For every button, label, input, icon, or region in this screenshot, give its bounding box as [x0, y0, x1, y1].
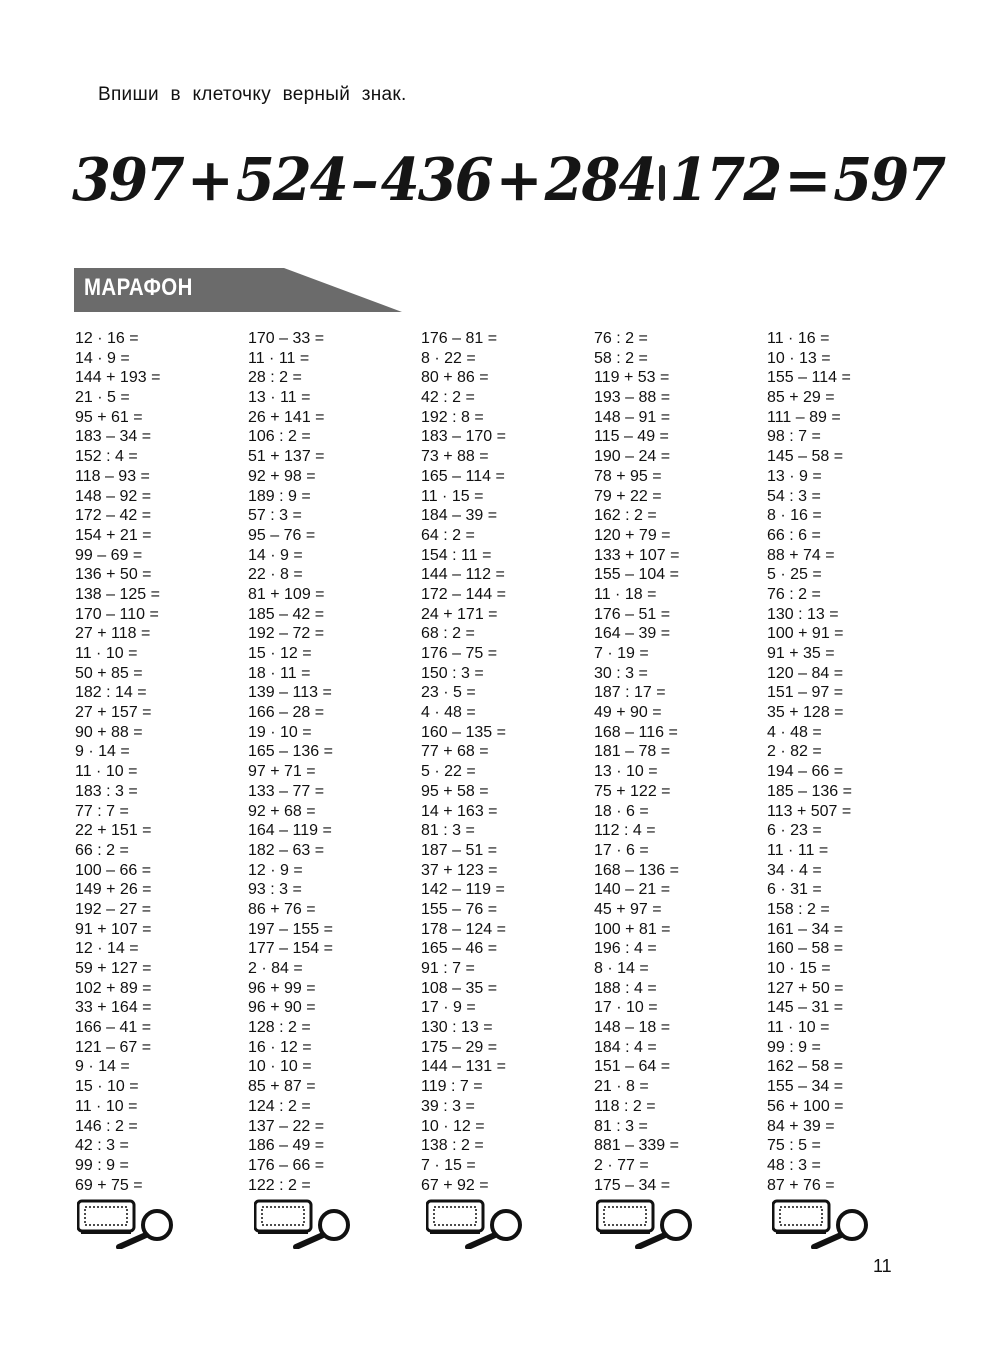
- exercise-item: 4 · 48 =: [421, 704, 476, 722]
- exercise-item: 170 – 33 =: [248, 330, 325, 347]
- exercise-item: 175 – 34 =: [594, 1176, 671, 1194]
- exercise-item: 8 · 16 =: [767, 507, 822, 525]
- exercise-item: 15 · 12 =: [248, 645, 312, 662]
- exercise-item: 81 : 3 =: [594, 1117, 648, 1135]
- exercise-item: 194 – 66 =: [767, 763, 844, 781]
- exercise-item: 190 – 24 =: [594, 448, 671, 466]
- exercise-item: 176 – 81 =: [421, 330, 498, 347]
- exercise-item: 152 : 4 =: [75, 448, 138, 466]
- exercise-item: 23 · 5 =: [421, 684, 476, 702]
- exercise-item: 193 – 88 =: [594, 389, 671, 407]
- exercise-item: 118 : 2 =: [594, 1097, 656, 1115]
- exercise-item: 95 – 76 =: [248, 526, 316, 544]
- exercise-item: 138 : 2 =: [421, 1137, 484, 1155]
- exercise-item: 138 – 125 =: [75, 585, 160, 603]
- exercise-item: 48 : 3 =: [767, 1156, 821, 1174]
- exercise-item: 24 + 171 =: [421, 605, 498, 623]
- exercise-item: 80 + 86 =: [421, 369, 489, 387]
- exercise-item: 28 : 2 =: [248, 369, 302, 387]
- exercise-item: 91 + 107 =: [75, 920, 152, 938]
- exercise-column: [594, 329, 754, 1195]
- exercise-item: 182 : 14 =: [75, 684, 147, 702]
- exercise-item: 14 · 9 =: [248, 546, 303, 564]
- exercise-item: 17 · 9 =: [421, 999, 476, 1017]
- exercise-item: 11 · 16 =: [767, 330, 830, 347]
- exercise-item: 168 – 116 =: [594, 723, 678, 741]
- exercise-item: 18 · 11 =: [248, 664, 311, 682]
- puzzle-operator: –: [350, 145, 377, 215]
- exercise-item: 8 · 22 =: [421, 349, 476, 367]
- exercise-item: 27 + 157 =: [75, 704, 152, 722]
- puzzle-equation: [72, 140, 945, 220]
- exercise-item: 76 : 2 =: [594, 330, 648, 347]
- exercise-column: [767, 329, 927, 1195]
- exercise-item: 92 + 98 =: [248, 467, 316, 485]
- exercise-item: 17 · 6 =: [594, 841, 649, 859]
- exercise-item: 19 · 10 =: [248, 723, 312, 741]
- exercise-item: 185 – 136 =: [767, 782, 852, 800]
- exercise-item: 42 : 2 =: [421, 389, 475, 407]
- exercise-item: 11 · 10 =: [75, 645, 138, 662]
- exercise-item: 30 : 3 =: [594, 664, 648, 682]
- exercise-item: 96 + 99 =: [248, 979, 316, 997]
- exercise-item: 108 – 35 =: [421, 979, 498, 997]
- exercise-item: 155 – 34 =: [767, 1078, 844, 1096]
- exercise-item: 11 · 10 =: [75, 1097, 138, 1115]
- exercise-item: 183 – 34 =: [75, 428, 152, 446]
- timer-magnifier-icon: [426, 1197, 526, 1249]
- exercise-item: 49 + 90 =: [594, 704, 662, 722]
- exercise-item: 164 – 39 =: [594, 625, 671, 643]
- exercise-item: 130 : 13 =: [767, 605, 839, 623]
- exercise-item: 79 + 22 =: [594, 487, 662, 505]
- exercise-item: 162 : 2 =: [594, 507, 657, 525]
- exercise-item: 160 – 58 =: [767, 940, 844, 958]
- exercise-item: 81 + 109 =: [248, 585, 325, 603]
- exercise-item: 22 + 151 =: [75, 822, 152, 840]
- exercise-item: 192 – 72 =: [248, 625, 325, 643]
- exercise-item: 7 · 15 =: [421, 1156, 476, 1174]
- exercise-item: 92 + 68 =: [248, 802, 316, 820]
- exercise-item: 77 + 68 =: [421, 743, 489, 761]
- puzzle-number: 597: [833, 145, 945, 215]
- exercise-item: 145 – 58 =: [767, 448, 844, 466]
- exercise-item: 8 · 14 =: [594, 960, 649, 977]
- exercise-item: 21 · 8 =: [594, 1078, 649, 1096]
- exercise-item: 181 – 78 =: [594, 743, 671, 761]
- exercise-item: 188 : 4 =: [594, 979, 657, 997]
- exercise-item: 10 · 10 =: [248, 1058, 312, 1076]
- exercise-item: 170 – 110 =: [75, 605, 159, 623]
- exercise-item: 154 + 21 =: [75, 526, 152, 544]
- exercise-item: 119 + 53 =: [594, 369, 670, 387]
- exercise-item: 187 : 17 =: [594, 684, 666, 702]
- exercise-item: 192 : 8 =: [421, 408, 484, 426]
- exercise-item: 22 · 8 =: [248, 566, 303, 584]
- exercise-item: 66 : 6 =: [767, 526, 821, 544]
- exercise-item: 184 – 39 =: [421, 507, 498, 525]
- puzzle-operator: =: [784, 145, 830, 215]
- exercise-item: 136 + 50 =: [75, 566, 152, 584]
- exercise-item: 87 + 76 =: [767, 1176, 835, 1194]
- instruction-text: Впиши в клеточку верный знак.: [98, 84, 407, 105]
- exercise-item: 178 – 124 =: [421, 920, 506, 938]
- exercise-item: 113 + 507 =: [767, 802, 852, 820]
- exercise-item: 77 : 7 =: [75, 802, 129, 820]
- exercise-item: 119 : 7 =: [421, 1078, 483, 1096]
- exercise-item: 11 · 11 =: [767, 841, 829, 859]
- exercise-item: 140 – 21 =: [594, 881, 671, 899]
- exercise-item: 168 – 136 =: [594, 861, 679, 879]
- exercise-item: 95 + 61 =: [75, 408, 143, 426]
- exercise-item: 128 : 2 =: [248, 1019, 311, 1037]
- exercise-item: 58 : 2 =: [594, 349, 648, 367]
- exercise-item: 98 : 7 =: [767, 428, 821, 446]
- exercise-item: 12 · 14 =: [75, 940, 139, 958]
- exercise-item: 184 : 4 =: [594, 1038, 657, 1056]
- exercise-item: 99 : 9 =: [767, 1038, 821, 1056]
- exercise-item: 155 – 76 =: [421, 900, 498, 918]
- exercise-item: 56 + 100 =: [767, 1097, 844, 1115]
- exercise-item: 66 : 2 =: [75, 841, 129, 859]
- exercise-item: 154 : 11 =: [421, 546, 492, 564]
- exercise-item: 50 + 85 =: [75, 664, 143, 682]
- exercise-item: 148 – 92 =: [75, 487, 152, 505]
- exercise-item: 99 – 69 =: [75, 546, 143, 564]
- exercise-item: 96 + 90 =: [248, 999, 316, 1017]
- exercise-item: 144 – 131 =: [421, 1058, 506, 1076]
- exercise-item: 151 – 97 =: [767, 684, 844, 702]
- exercise-item: 196 : 4 =: [594, 940, 657, 958]
- exercise-item: 59 + 127 =: [75, 960, 152, 977]
- exercise-item: 18 · 6 =: [594, 802, 649, 820]
- exercise-item: 88 + 74 =: [767, 546, 835, 564]
- exercise-item: 162 – 58 =: [767, 1058, 844, 1076]
- exercise-item: 151 – 64 =: [594, 1058, 671, 1076]
- exercise-item: 149 + 26 =: [75, 881, 152, 899]
- exercise-item: 7 · 19 =: [594, 645, 649, 662]
- exercise-item: 146 : 2 =: [75, 1117, 138, 1135]
- exercise-item: 183 – 170 =: [421, 428, 506, 446]
- exercise-item: 75 : 5 =: [767, 1137, 821, 1155]
- exercise-item: 73 + 88 =: [421, 448, 489, 466]
- exercise-item: 11 · 11 =: [248, 349, 310, 367]
- exercise-item: 91 + 35 =: [767, 645, 835, 662]
- puzzle-number: 436: [380, 145, 492, 215]
- exercise-item: 13 · 9 =: [767, 467, 822, 485]
- exercise-item: 161 – 34 =: [767, 920, 844, 938]
- exercise-column: [75, 329, 235, 1195]
- exercise-item: 76 : 2 =: [767, 585, 821, 603]
- exercise-item: 177 – 154 =: [248, 940, 333, 958]
- answer-box[interactable]: [659, 165, 665, 201]
- exercise-item: 69 + 75 =: [75, 1176, 143, 1194]
- exercise-item: 67 + 92 =: [421, 1176, 489, 1194]
- exercise-item: 165 – 136 =: [248, 743, 333, 761]
- exercise-item: 86 + 76 =: [248, 900, 316, 918]
- puzzle-number: 284: [544, 145, 656, 215]
- exercise-item: 6 · 23 =: [767, 822, 822, 840]
- exercise-item: 68 : 2 =: [421, 625, 475, 643]
- exercise-item: 160 – 135 =: [421, 723, 506, 741]
- exercise-item: 100 + 81 =: [594, 920, 671, 938]
- exercise-item: 124 : 2 =: [248, 1097, 311, 1115]
- exercise-item: 11 · 10 =: [75, 763, 138, 781]
- exercise-item: 186 – 49 =: [248, 1137, 325, 1155]
- exercise-item: 64 : 2 =: [421, 526, 475, 544]
- exercise-item: 112 : 4 =: [594, 822, 656, 840]
- exercise-item: 17 · 10 =: [594, 999, 658, 1017]
- exercise-column: [248, 329, 408, 1195]
- exercise-item: 148 – 18 =: [594, 1019, 671, 1037]
- timer-magnifier-icon: [254, 1197, 354, 1249]
- exercise-item: 11 · 10 =: [767, 1019, 830, 1037]
- puzzle-number: 524: [235, 145, 347, 215]
- exercise-item: 185 – 42 =: [248, 605, 325, 623]
- exercise-item: 166 – 28 =: [248, 704, 325, 722]
- exercise-item: 120 + 79 =: [594, 526, 671, 544]
- exercise-item: 78 + 95 =: [594, 467, 662, 485]
- exercise-item: 182 – 63 =: [248, 841, 325, 859]
- exercise-item: 91 : 7 =: [421, 960, 475, 977]
- puzzle-operator: +: [186, 145, 232, 215]
- exercise-item: 100 + 91 =: [767, 625, 844, 643]
- exercise-item: 5 · 22 =: [421, 763, 476, 781]
- exercise-item: 142 – 119 =: [421, 881, 505, 899]
- exercise-item: 122 : 2 =: [248, 1176, 311, 1194]
- exercise-item: 37 + 123 =: [421, 861, 498, 879]
- exercise-item: 137 – 22 =: [248, 1117, 325, 1135]
- exercise-item: 5 · 25 =: [767, 566, 822, 584]
- exercise-item: 102 + 89 =: [75, 979, 152, 997]
- exercise-item: 81 : 3 =: [421, 822, 475, 840]
- exercise-item: 26 + 141 =: [248, 408, 325, 426]
- exercise-item: 2 · 82 =: [767, 743, 822, 761]
- exercise-item: 172 – 144 =: [421, 585, 506, 603]
- exercise-item: 144 – 112 =: [421, 566, 505, 584]
- exercise-item: 120 – 84 =: [767, 664, 844, 682]
- exercise-item: 165 – 46 =: [421, 940, 498, 958]
- exercise-item: 127 + 50 =: [767, 979, 844, 997]
- exercise-item: 133 + 107 =: [594, 546, 680, 564]
- exercise-item: 175 – 29 =: [421, 1038, 498, 1056]
- exercise-item: 187 – 51 =: [421, 841, 498, 859]
- exercise-item: 14 · 9 =: [75, 349, 130, 367]
- exercise-item: 6 · 31 =: [767, 881, 822, 899]
- exercise-item: 11 · 15 =: [421, 487, 484, 505]
- exercise-item: 145 – 31 =: [767, 999, 844, 1017]
- exercise-item: 10 · 13 =: [767, 349, 831, 367]
- exercise-item: 121 – 67 =: [75, 1038, 152, 1056]
- exercise-item: 158 : 2 =: [767, 900, 830, 918]
- exercise-item: 12 · 9 =: [248, 861, 303, 879]
- exercise-item: 176 – 51 =: [594, 605, 671, 623]
- exercise-item: 165 – 114 =: [421, 467, 505, 485]
- exercise-item: 13 · 11 =: [248, 389, 311, 407]
- exercise-item: 192 – 27 =: [75, 900, 152, 918]
- exercise-item: 155 – 104 =: [594, 566, 679, 584]
- exercise-item: 9 · 14 =: [75, 1058, 130, 1076]
- exercise-item: 14 + 163 =: [421, 802, 498, 820]
- exercise-item: 172 – 42 =: [75, 507, 152, 525]
- exercise-item: 111 – 89 =: [767, 408, 841, 426]
- exercise-item: 15 · 10 =: [75, 1078, 139, 1096]
- exercise-item: 93 : 3 =: [248, 881, 302, 899]
- exercise-item: 90 + 88 =: [75, 723, 143, 741]
- section-title: МАРАФОН: [84, 274, 193, 301]
- exercise-item: 106 : 2 =: [248, 428, 311, 446]
- exercise-item: 2 · 77 =: [594, 1156, 649, 1174]
- puzzle-operator: +: [495, 145, 541, 215]
- exercise-item: 100 – 66 =: [75, 861, 152, 879]
- exercise-item: 97 + 71 =: [248, 763, 316, 781]
- exercise-item: 150 : 3 =: [421, 664, 484, 682]
- exercise-item: 166 – 41 =: [75, 1019, 152, 1037]
- exercise-item: 27 + 118 =: [75, 625, 151, 643]
- exercise-item: 35 + 128 =: [767, 704, 844, 722]
- puzzle-number: 397: [72, 145, 183, 215]
- section-banner: [74, 268, 402, 312]
- exercise-item: 42 : 3 =: [75, 1137, 129, 1155]
- exercise-item: 16 · 12 =: [248, 1038, 312, 1056]
- exercise-item: 197 – 155 =: [248, 920, 333, 938]
- exercise-item: 118 – 93 =: [75, 467, 150, 485]
- exercise-item: 21 · 5 =: [75, 389, 130, 407]
- exercise-item: 115 – 49 =: [594, 428, 669, 446]
- exercise-item: 176 – 75 =: [421, 645, 498, 662]
- exercise-item: 10 · 12 =: [421, 1117, 485, 1135]
- exercise-item: 11 · 18 =: [594, 585, 657, 603]
- exercise-item: 144 + 193 =: [75, 369, 161, 387]
- exercise-item: 99 : 9 =: [75, 1156, 129, 1174]
- exercise-item: 13 · 10 =: [594, 763, 658, 781]
- exercise-item: 176 – 66 =: [248, 1156, 325, 1174]
- exercise-item: 12 · 16 =: [75, 330, 139, 347]
- exercise-item: 75 + 122 =: [594, 782, 671, 800]
- exercise-item: 85 + 29 =: [767, 389, 835, 407]
- exercise-item: 9 · 14 =: [75, 743, 130, 761]
- exercise-item: 164 – 119 =: [248, 822, 332, 840]
- exercise-item: 130 : 13 =: [421, 1019, 493, 1037]
- exercise-column: [421, 329, 581, 1195]
- exercise-item: 57 : 3 =: [248, 507, 302, 525]
- exercise-item: 2 · 84 =: [248, 960, 303, 977]
- exercise-item: 33 + 164 =: [75, 999, 152, 1017]
- exercise-item: 139 – 113 =: [248, 684, 332, 702]
- exercise-item: 54 : 3 =: [767, 487, 821, 505]
- timer-magnifier-icon: [596, 1197, 696, 1249]
- timer-magnifier-icon: [772, 1197, 872, 1249]
- exercise-item: 155 – 114 =: [767, 369, 851, 387]
- exercise-item: 148 – 91 =: [594, 408, 671, 426]
- exercise-item: 183 : 3 =: [75, 782, 138, 800]
- exercise-item: 881 – 339 =: [594, 1137, 679, 1155]
- exercise-item: 189 : 9 =: [248, 487, 311, 505]
- exercise-item: 95 + 58 =: [421, 782, 489, 800]
- exercise-item: 45 + 97 =: [594, 900, 662, 918]
- exercise-item: 51 + 137 =: [248, 448, 325, 466]
- exercise-item: 34 · 4 =: [767, 861, 822, 879]
- exercise-item: 4 · 48 =: [767, 723, 822, 741]
- puzzle-number: 172: [669, 145, 781, 215]
- exercise-item: 39 : 3 =: [421, 1097, 475, 1115]
- page-number: 11: [873, 1256, 892, 1276]
- exercise-item: 84 + 39 =: [767, 1117, 835, 1135]
- exercise-item: 10 · 15 =: [767, 960, 831, 977]
- timer-magnifier-icon: [77, 1197, 177, 1249]
- exercise-item: 133 – 77 =: [248, 782, 325, 800]
- exercise-item: 85 + 87 =: [248, 1078, 316, 1096]
